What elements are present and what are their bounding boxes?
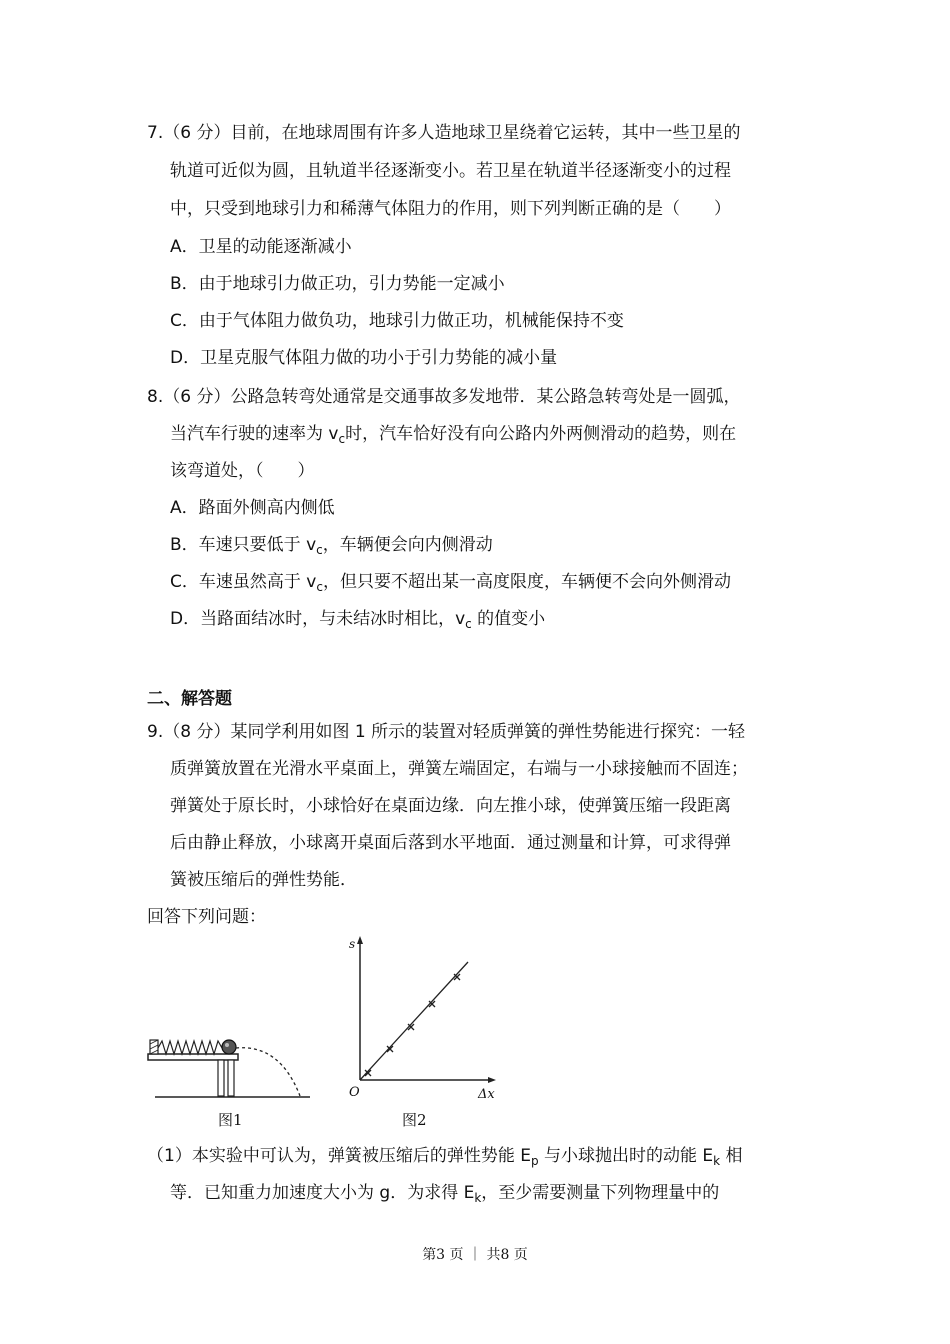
q9-line-3: 弹簧处于原长时，小球恰好在桌面边缘．向左推小球，使弹簧压缩一段距离 [170,796,731,816]
section-heading: 二、解答题 [147,689,232,709]
figure-2-graph [330,930,510,1110]
q8-option-d: D．当路面结冰时，与未结冰时相比，$v_c$ 的值变小 [170,609,546,631]
figure-2-y-label: s [349,937,356,951]
figure-1-caption: 图1 [218,1111,243,1129]
q9-line-1: 9.（8 分）某同学利用如图 1 所示的装置对轻质弹簧的弹性势能进行探究：一轻 [147,722,746,742]
q7-option-d: D．卫星克服气体阻力做的功小于引力势能的减小量 [170,348,558,368]
q7-line-2: 轨道可近似为圆，且轨道半径逐渐变小。若卫星在轨道半径逐渐变小的过程 [170,161,731,181]
figure-2-x-label: Δx [478,1087,495,1102]
q8-option-c: C．车速虽然高于 $v_c$，但只要不超出某一高度限度，车辆便不会向外侧滑动 [170,572,731,594]
q8-option-a: A．路面外侧高内侧低 [170,498,335,518]
q9-line-4: 后由静止释放，小球离开桌面后落到水平地面．通过测量和计算，可求得弹 [170,833,731,853]
q9-answer-intro: 回答下列问题： [147,907,266,927]
q8-line-3: 该弯道处，（ ） [170,461,315,481]
q9-line-2: 质弹簧放置在光滑水平桌面上，弹簧左端固定，右端与一小球接触而不固连； [170,759,748,779]
figure-2-caption: 图2 [402,1111,427,1129]
q8-line-2: 当汽车行驶的速率为 $v_c$时，汽车恰好没有向公路内外两侧滑动的趋势，则在 [170,424,737,446]
q7-line-1: 7.（6 分）目前，在地球周围有许多人造地球卫星绕着它运转，其中一些卫星的 [147,123,741,143]
page-footer: 第3 页 ｜ 共8 页 [422,1247,528,1263]
q9-line-5: 簧被压缩后的弹性势能． [170,870,357,890]
figure-2-origin-label: O [349,1085,360,1100]
q9-sub1-line-2: 等．已知重力加速度大小为 g．为求得 $E_k$，至少需要测量下列物理量中的 [170,1183,720,1205]
q7-line-3: 中，只受到地球引力和稀薄气体阻力的作用，则下列判断正确的是（ ） [170,199,731,219]
q7-option-c: C．由于气体阻力做负功，地球引力做正功，机械能保持不变 [170,311,624,331]
q8-option-b: B．车速只要低于 $v_c$，车辆便会向内侧滑动 [170,535,493,557]
data-point-marks [365,974,460,1076]
q7-option-a: A．卫星的动能逐渐减小 [170,237,352,257]
q7-option-b: B．由于地球引力做正功，引力势能一定减小 [170,274,505,294]
q8-line-1: 8.（6 分）公路急转弯处通常是交通事故多发地带．某公路急转弯处是一圆弧， [147,387,741,407]
q9-sub1-line-1: （1）本实验中可认为，弹簧被压缩后的弹性势能 $E_p$ 与小球抛出时的动能 $E_k$ 相 [147,1146,743,1168]
